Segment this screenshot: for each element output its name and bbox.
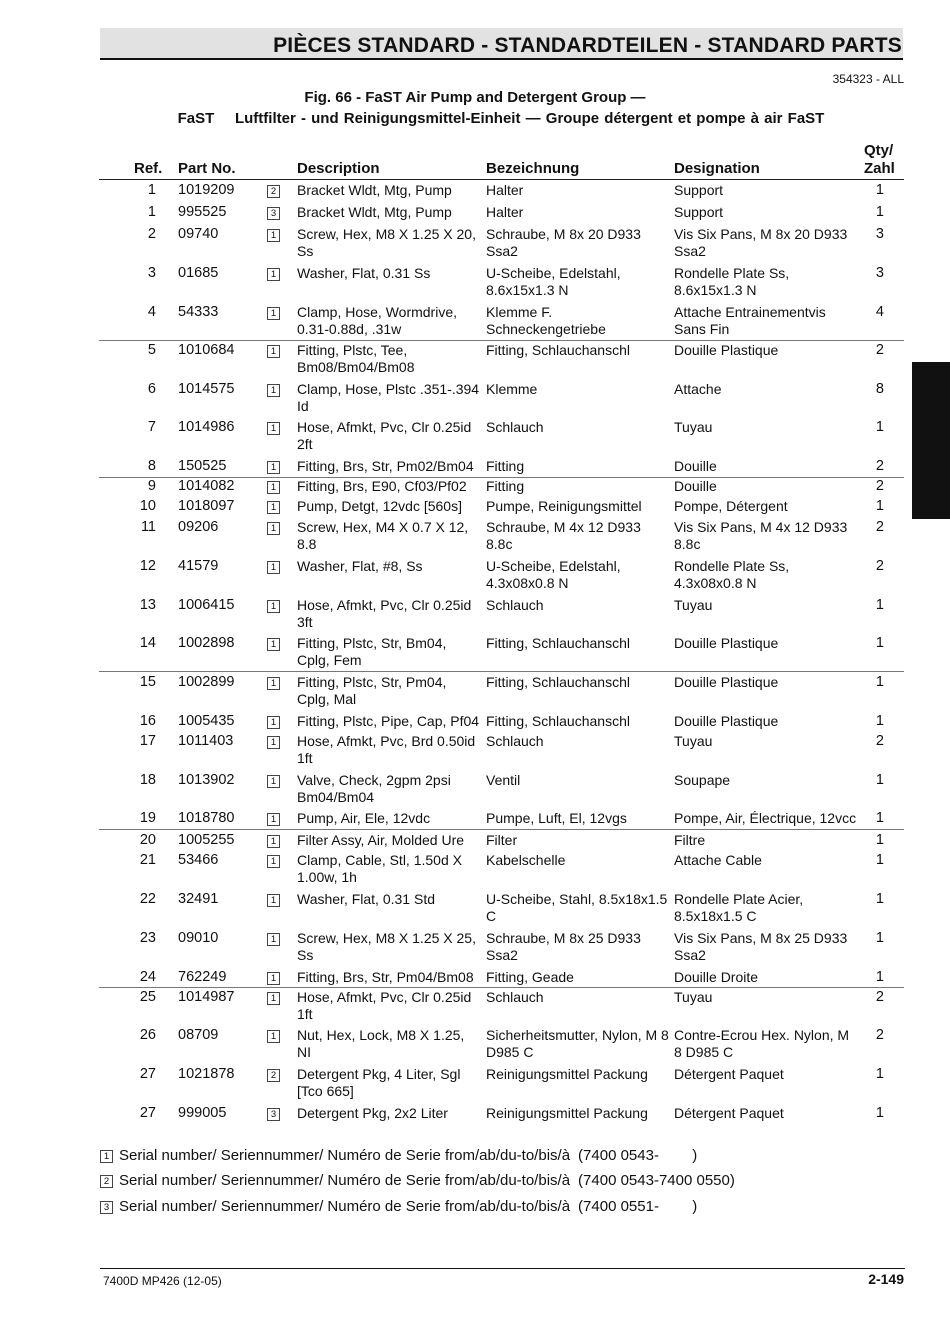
row-bezeichnung: Fitting (486, 478, 525, 494)
row-description: Detergent Pkg, 4 Liter, Sgl [Tco 665] (297, 1066, 461, 1099)
row-part-number: 1019209 (178, 182, 235, 198)
row-description: Fitting, Brs, Str, Pm04/Bm08 (297, 969, 474, 985)
row-serial-code-box: 1 (267, 1030, 280, 1043)
row-qty: 2 (875, 558, 884, 574)
col-header-description: Description (297, 160, 380, 177)
row-description: Valve, Check, 2gpm 2psi Bm04/Bm04 (297, 772, 451, 805)
row-bezeichnung: Filter (486, 832, 518, 848)
row-qty: 2 (875, 478, 884, 494)
row-qty: 2 (875, 458, 884, 474)
row-description: Filter Assy, Air, Molded Ure (297, 832, 465, 848)
row-qty: 1 (875, 419, 884, 435)
row-designation: Vis Six Pans, M 4x 12 D933 8.8c (674, 519, 848, 552)
col-header-qty: Qty/ (864, 142, 894, 159)
row-description: Fitting, Plstc, Str, Pm04, Cplg, Mal (297, 674, 447, 707)
row-ref: 22 (139, 891, 156, 907)
row-designation: Pompe, Air, Électrique, 12vcc (674, 810, 857, 826)
row-part-number: 1018097 (178, 498, 235, 514)
row-part-number: 1014987 (178, 989, 235, 1005)
row-qty: 1 (875, 1066, 884, 1082)
row-serial-code-box: 1 (267, 894, 280, 907)
row-ref: 13 (139, 597, 156, 613)
row-designation: Vis Six Pans, M 8x 20 D933 Ssa2 (674, 226, 848, 259)
row-bezeichnung: Schlauch (486, 419, 544, 435)
row-qty: 1 (875, 930, 884, 946)
row-bezeichnung: Schlauch (486, 989, 544, 1005)
row-serial-code-box: 1 (267, 422, 280, 435)
row-part-number: 54333 (178, 304, 219, 320)
row-ref: 26 (139, 1027, 156, 1043)
row-qty: 1 (875, 635, 884, 651)
row-qty: 2 (875, 342, 884, 358)
group-divider (99, 671, 904, 672)
row-description: Clamp, Cable, Stl, 1.50d X 1.00w, 1h (297, 852, 462, 885)
serial-note (100, 1198, 697, 1215)
row-qty: 4 (875, 304, 884, 320)
row-ref: 1 (147, 182, 156, 198)
row-part-number: 995525 (178, 204, 227, 220)
row-designation: Douille Droite (674, 969, 759, 985)
row-designation: Filtre (674, 832, 706, 848)
row-qty: 1 (875, 852, 884, 868)
row-part-number: 999005 (178, 1105, 227, 1121)
row-description: Hose, Afmkt, Pvc, Clr 0.25id 3ft (297, 597, 472, 630)
row-qty: 1 (875, 597, 884, 613)
row-description: Screw, Hex, M8 X 1.25 X 20, Ss (297, 226, 476, 259)
row-part-number: 1010684 (178, 342, 235, 358)
serial-code-box: 3 (100, 1201, 113, 1214)
row-designation: Rondelle Plate Ss, 8.6x15x1.3 N (674, 265, 790, 298)
row-serial-code-box: 1 (267, 638, 280, 651)
figure-subtitle: FaST Luftfilter - und Reinigungsmittel-Einheit — Groupe détergent et pompe à air FaST (177, 110, 825, 127)
row-ref: 15 (139, 674, 156, 690)
row-ref: 8 (147, 458, 156, 474)
serial-code-box: 1 (100, 1150, 113, 1163)
row-part-number: 1014082 (178, 478, 235, 494)
row-description: Washer, Flat, 0.31 Ss (297, 265, 431, 281)
row-designation: Attache (674, 381, 722, 397)
row-description: Fitting, Plstc, Str, Bm04, Cplg, Fem (297, 635, 447, 668)
row-ref: 19 (139, 810, 156, 826)
row-description: Washer, Flat, #8, Ss (297, 558, 423, 574)
row-bezeichnung: Fitting, Geade (486, 969, 574, 985)
row-bezeichnung: Klemme F. Schneckengetriebe (486, 304, 606, 337)
row-designation: Tuyau (674, 733, 713, 749)
row-ref: 27 (139, 1105, 156, 1121)
row-part-number: 53466 (178, 852, 219, 868)
row-designation: Contre-Ecrou Hex. Nylon, M 8 D985 C (674, 1027, 850, 1060)
row-serial-code-box: 1 (267, 736, 280, 749)
row-part-number: 1002898 (178, 635, 235, 651)
row-bezeichnung: U-Scheibe, Stahl, 8.5x18x1.5 C (486, 891, 668, 924)
group-divider (99, 340, 904, 341)
row-qty: 1 (875, 1105, 884, 1121)
document-id: 354323 - ALL (832, 72, 904, 86)
row-designation: Tuyau (674, 989, 713, 1005)
row-qty: 1 (875, 204, 884, 220)
row-description: Fitting, Brs, Str, Pm02/Bm04 (297, 458, 474, 474)
row-qty: 3 (875, 226, 884, 242)
row-description: Fitting, Plstc, Pipe, Cap, Pf04 (297, 713, 480, 729)
footer-rule (100, 1268, 905, 1269)
col-header-designation: Designation (674, 160, 760, 177)
row-ref: 11 (140, 519, 156, 535)
row-serial-code-box: 2 (267, 185, 280, 198)
row-bezeichnung: Schlauch (486, 597, 544, 613)
serial-code-box: 2 (100, 1175, 113, 1188)
row-bezeichnung: Reinigungsmittel Packung (486, 1105, 648, 1121)
col-header-part-no: Part No. (178, 160, 236, 177)
row-ref: 20 (139, 832, 156, 848)
row-qty: 3 (875, 265, 884, 281)
row-ref: 25 (139, 989, 156, 1005)
row-ref: 24 (139, 969, 156, 985)
row-part-number: 1013902 (178, 772, 235, 788)
row-description: Detergent Pkg, 2x2 Liter (297, 1105, 448, 1121)
row-bezeichnung: Fitting, Schlauchanschl (486, 713, 630, 729)
row-qty: 1 (875, 969, 884, 985)
row-designation: Douille (674, 478, 717, 494)
row-description: Fitting, Brs, E90, Cf03/Pf02 (297, 478, 467, 494)
row-designation: Détergent Paquet (674, 1066, 784, 1082)
row-part-number: 1005435 (178, 713, 235, 729)
row-bezeichnung: Fitting, Schlauchanschl (486, 635, 630, 651)
row-designation: Douille Plastique (674, 674, 779, 690)
row-bezeichnung: Sicherheitsmutter, Nylon, M 8 D985 C (486, 1027, 669, 1060)
row-ref: 5 (147, 342, 156, 358)
row-designation: Douille Plastique (674, 342, 779, 358)
row-ref: 21 (139, 852, 156, 868)
row-bezeichnung: Halter (486, 182, 524, 198)
row-part-number: 1002899 (178, 674, 235, 690)
row-part-number: 1014986 (178, 419, 235, 435)
row-serial-code-box: 2 (267, 1069, 280, 1082)
row-description: Bracket Wldt, Mtg, Pump (297, 182, 452, 198)
row-description: Bracket Wldt, Mtg, Pump (297, 204, 452, 220)
row-serial-code-box: 1 (267, 229, 280, 242)
row-ref: 16 (139, 713, 156, 729)
row-bezeichnung: Ventil (486, 772, 521, 788)
row-bezeichnung: U-Scheibe, Edelstahl, 8.6x15x1.3 N (486, 265, 621, 298)
row-description: Hose, Afmkt, Pvc, Brd 0.50id 1ft (297, 733, 476, 766)
row-part-number: 09010 (178, 930, 219, 946)
row-bezeichnung: Kabelschelle (486, 852, 566, 868)
page-number: 2-149 (868, 1271, 904, 1287)
row-serial-code-box: 1 (267, 716, 280, 729)
row-description: Pump, Detgt, 12vdc [560s] (297, 498, 462, 514)
row-designation: Douille (674, 458, 717, 474)
row-part-number: 1021878 (178, 1066, 235, 1082)
row-designation: Vis Six Pans, M 8x 25 D933 Ssa2 (674, 930, 848, 963)
group-divider (99, 477, 904, 478)
row-designation: Rondelle Plate Ss, 4.3x08x0.8 N (674, 558, 790, 591)
row-part-number: 1005255 (178, 832, 235, 848)
row-designation: Rondelle Plate Acier, 8.5x18x1.5 C (674, 891, 804, 924)
row-serial-code-box: 1 (267, 835, 280, 848)
row-ref: 1 (147, 204, 156, 220)
row-designation: Pompe, Détergent (674, 498, 788, 514)
row-description: Screw, Hex, M4 X 0.7 X 12, 8.8 (297, 519, 469, 552)
row-ref: 7 (147, 419, 156, 435)
row-serial-code-box: 1 (267, 813, 280, 826)
row-qty: 2 (875, 1027, 884, 1043)
serial-note (100, 1147, 697, 1164)
row-serial-code-box: 3 (267, 207, 280, 220)
row-description: Hose, Afmkt, Pvc, Clr 0.25id 2ft (297, 419, 472, 452)
row-bezeichnung: Pumpe, Luft, El, 12vgs (486, 810, 627, 826)
col-header-bezeichnung: Bezeichnung (486, 160, 580, 177)
row-bezeichnung: Fitting, Schlauchanschl (486, 674, 630, 690)
row-serial-code-box: 1 (267, 461, 280, 474)
row-ref: 6 (147, 381, 156, 397)
row-designation: Support (674, 182, 724, 198)
row-qty: 1 (875, 498, 884, 514)
row-part-number: 08709 (178, 1027, 219, 1043)
row-designation: Attache Entrainementvis Sans Fin (674, 304, 826, 337)
row-description: Fitting, Plstc, Tee, Bm08/Bm04/Bm08 (297, 342, 415, 375)
row-designation: Douille Plastique (674, 713, 779, 729)
row-ref: 12 (139, 558, 156, 574)
row-serial-code-box: 1 (267, 501, 280, 514)
row-qty: 1 (875, 810, 884, 826)
row-serial-code-box: 1 (267, 677, 280, 690)
row-bezeichnung: Schraube, M 4x 12 D933 8.8c (486, 519, 641, 552)
row-description: Nut, Hex, Lock, M8 X 1.25, NI (297, 1027, 465, 1060)
row-designation: Attache Cable (674, 852, 762, 868)
row-bezeichnung: Halter (486, 204, 524, 220)
group-divider (99, 829, 904, 830)
row-description: Screw, Hex, M8 X 1.25 X 25, Ss (297, 930, 476, 963)
row-part-number: 1018780 (178, 810, 235, 826)
row-part-number: 01685 (178, 265, 219, 281)
row-qty: 8 (875, 381, 884, 397)
row-qty: 1 (875, 832, 884, 848)
row-ref: 23 (139, 930, 156, 946)
serial-range: (7400 0551- ) (578, 1198, 698, 1215)
row-serial-code-box: 1 (267, 972, 280, 985)
row-qty: 1 (875, 891, 884, 907)
row-ref: 4 (147, 304, 156, 320)
row-serial-code-box: 1 (267, 600, 280, 613)
serial-note-text: Serial number/ Seriennummer/ Numéro de Serie from/ab/du-to/bis/à (119, 1172, 571, 1189)
row-bezeichnung: Schlauch (486, 733, 544, 749)
row-qty: 1 (875, 182, 884, 198)
row-ref: 18 (139, 772, 156, 788)
row-part-number: 1014575 (178, 381, 235, 397)
row-ref: 9 (147, 478, 156, 494)
figure-title: Fig. 66 - FaST Air Pump and Detergent Group — (304, 89, 646, 106)
row-qty: 2 (875, 989, 884, 1005)
section-tab-marker (912, 362, 950, 519)
row-serial-code-box: 1 (267, 307, 280, 320)
row-bezeichnung: Reinigungsmittel Packung (486, 1066, 648, 1082)
row-serial-code-box: 3 (267, 1108, 280, 1121)
serial-note (100, 1172, 735, 1189)
row-description: Washer, Flat, 0.31 Std (297, 891, 435, 907)
row-serial-code-box: 1 (267, 268, 280, 281)
serial-range: (7400 0543- ) (578, 1147, 698, 1164)
footer-doc-code: 7400D MP426 (12-05) (103, 1274, 222, 1288)
row-serial-code-box: 1 (267, 345, 280, 358)
serial-range: (7400 0543-7400 0550) (578, 1172, 735, 1189)
table-header-rule (99, 179, 904, 180)
row-part-number: 09206 (178, 519, 219, 535)
row-designation: Soupape (674, 772, 731, 788)
row-qty: 2 (875, 733, 884, 749)
row-serial-code-box: 1 (267, 933, 280, 946)
row-bezeichnung: Fitting (486, 458, 525, 474)
row-serial-code-box: 1 (267, 481, 280, 494)
row-serial-code-box: 1 (267, 522, 280, 535)
row-part-number: 762249 (178, 969, 227, 985)
serial-note-text: Serial number/ Seriennummer/ Numéro de Serie from/ab/du-to/bis/à (119, 1198, 571, 1215)
row-description: Pump, Air, Ele, 12vdc (297, 810, 431, 826)
row-ref: 3 (147, 265, 156, 281)
row-bezeichnung: Klemme (486, 381, 538, 397)
row-part-number: 1006415 (178, 597, 235, 613)
row-qty: 2 (875, 519, 884, 535)
page-title: PIÈCES STANDARD - STANDARDTEILEN - STANDARD PARTS (273, 34, 902, 57)
row-qty: 1 (875, 772, 884, 788)
row-part-number: 1011403 (178, 733, 234, 749)
row-designation: Douille Plastique (674, 635, 779, 651)
row-description: Hose, Afmkt, Pvc, Clr 0.25id 1ft (297, 989, 472, 1022)
row-serial-code-box: 1 (267, 855, 280, 868)
row-part-number: 32491 (178, 891, 219, 907)
row-ref: 10 (139, 498, 156, 514)
row-description: Clamp, Hose, Plstc .351-.394 Id (297, 381, 480, 414)
serial-note-text: Serial number/ Seriennummer/ Numéro de Serie from/ab/du-to/bis/à (119, 1147, 571, 1164)
row-serial-code-box: 1 (267, 384, 280, 397)
row-ref: 14 (139, 635, 156, 651)
row-serial-code-box: 1 (267, 992, 280, 1005)
row-bezeichnung: Pumpe, Reinigungsmittel (486, 498, 642, 514)
row-qty: 1 (875, 674, 884, 690)
row-part-number: 41579 (178, 558, 219, 574)
row-qty: 1 (875, 713, 884, 729)
row-part-number: 150525 (178, 458, 227, 474)
row-designation: Tuyau (674, 419, 713, 435)
row-designation: Support (674, 204, 724, 220)
col-header-zahl: Zahl (864, 160, 895, 177)
row-serial-code-box: 1 (267, 775, 280, 788)
row-designation: Détergent Paquet (674, 1105, 784, 1121)
col-header-ref: Ref. (134, 160, 163, 177)
row-bezeichnung: Fitting, Schlauchanschl (486, 342, 630, 358)
row-part-number: 09740 (178, 226, 219, 242)
row-ref: 17 (139, 733, 156, 749)
row-ref: 27 (139, 1066, 156, 1082)
row-description: Clamp, Hose, Wormdrive, 0.31-0.88d, .31w (297, 304, 458, 337)
row-designation: Tuyau (674, 597, 713, 613)
row-serial-code-box: 1 (267, 561, 280, 574)
row-ref: 2 (147, 226, 156, 242)
row-bezeichnung: Schraube, M 8x 20 D933 Ssa2 (486, 226, 641, 259)
row-bezeichnung: U-Scheibe, Edelstahl, 4.3x08x0.8 N (486, 558, 621, 591)
group-divider (99, 987, 904, 988)
row-bezeichnung: Schraube, M 8x 25 D933 Ssa2 (486, 930, 641, 963)
